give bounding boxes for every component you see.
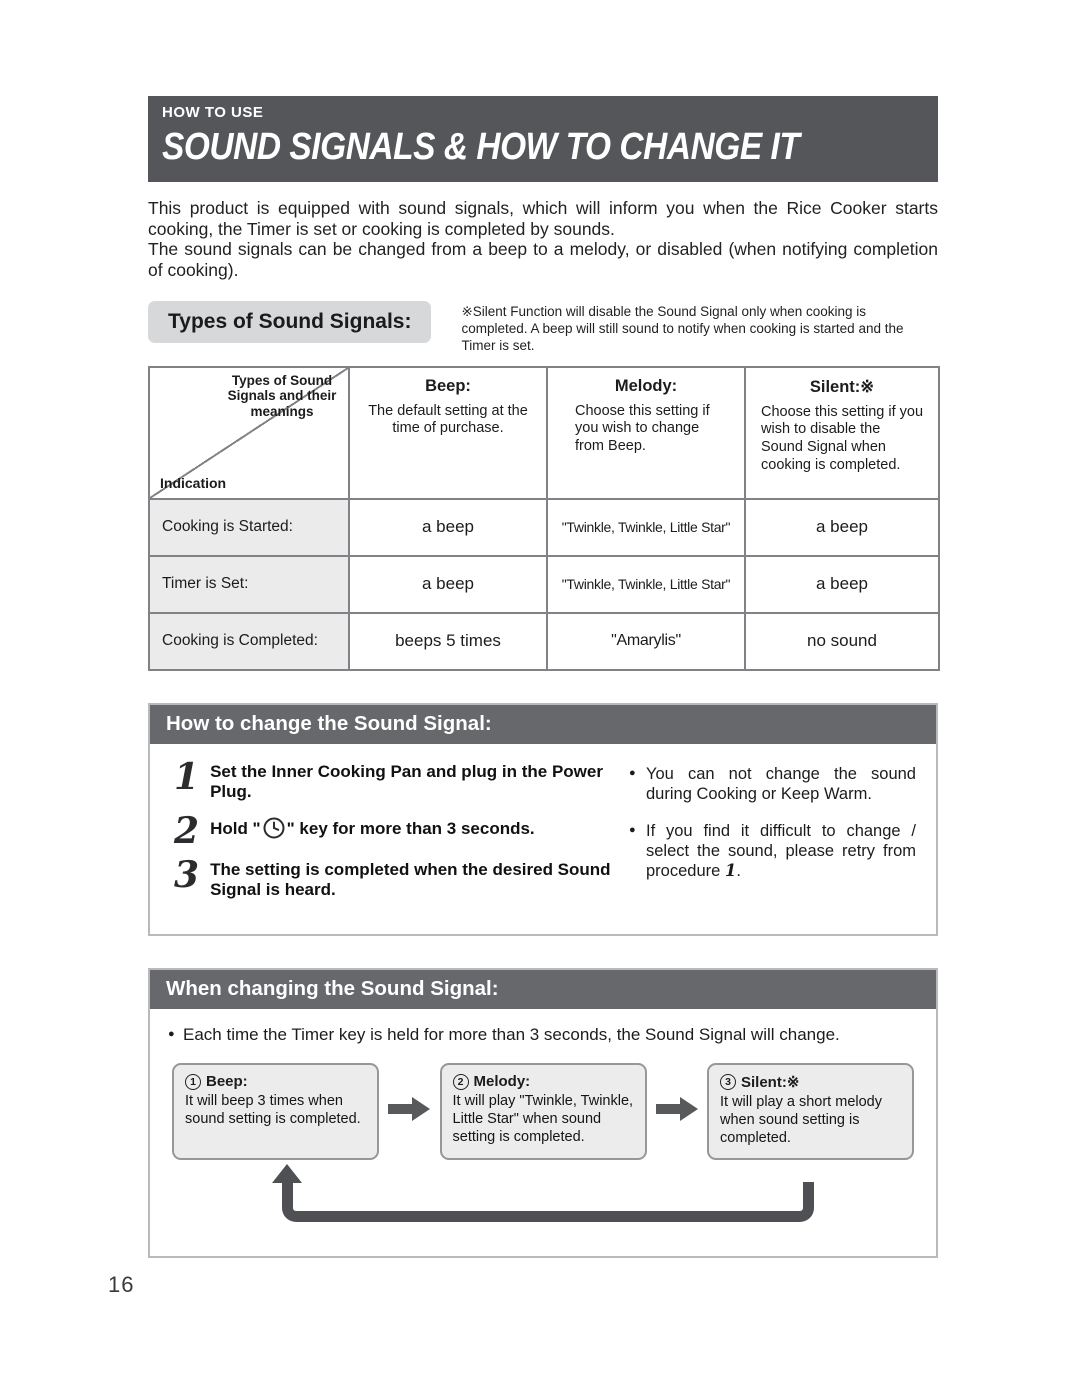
types-section-heading: Types of Sound Signals:	[148, 301, 431, 343]
step-text: Set the Inner Cooking Pan and plug in the Power Plug.	[210, 761, 603, 802]
row-label: Cooking is Completed:	[149, 613, 349, 670]
step-number: 2	[174, 810, 200, 853]
card-title	[453, 1073, 634, 1090]
table-cell: "Twinkle, Twinkle, Little Star"	[547, 556, 745, 613]
note-item: ● You can not change the sound during Cooking or Keep Warm.	[629, 764, 916, 804]
steps-list	[174, 755, 629, 915]
row-label: Cooking is Started:	[149, 499, 349, 556]
table-corner-cell	[149, 367, 349, 499]
step-3	[174, 853, 629, 901]
note-text-post: .	[736, 862, 741, 881]
table-row	[149, 499, 939, 556]
table-cell: a beep	[745, 499, 939, 556]
table-header-row	[149, 367, 939, 499]
note-item	[629, 821, 916, 881]
column-desc: Choose this setting if you wish to change from Beep.	[575, 402, 710, 454]
step-number: 3	[174, 853, 200, 896]
signal-cards-row	[172, 1063, 914, 1159]
table-cell: no sound	[745, 613, 939, 670]
step-text-post: " key for more than 3 seconds.	[286, 819, 535, 839]
card-title-text: Silent:※	[741, 1074, 800, 1092]
circled-number: 3	[720, 1074, 736, 1090]
sound-signals-table	[148, 366, 940, 671]
card-title-text: Beep:	[206, 1073, 248, 1091]
step-text-pre: Hold "	[210, 819, 261, 839]
table-cell: "Twinkle, Twinkle, Little Star"	[547, 499, 745, 556]
silent-function-note: ※Silent Function will disable the Sound Signal only when cooking is completed. A beep will still sound to notify when cooking is started and the Timer is set.	[461, 303, 904, 353]
right-arrow-icon	[656, 1096, 698, 1127]
procedure-number: 1	[724, 861, 737, 881]
table-cell: a beep	[349, 556, 547, 613]
page-number: 16	[108, 1272, 135, 1297]
page-content	[148, 96, 938, 1258]
step-text: The setting is completed when the desired Sound Signal is heard.	[210, 859, 611, 900]
right-arrow-icon	[388, 1096, 430, 1127]
intro-text	[148, 198, 938, 281]
loop-arrowhead-icon	[272, 1164, 302, 1183]
step-number: 1	[174, 755, 200, 798]
how-to-change-body	[150, 744, 936, 935]
circled-number: 2	[453, 1074, 469, 1090]
column-title: Silent:※	[809, 377, 875, 396]
timer-key-icon	[262, 816, 286, 846]
card-text: It will beep 3 times when sound setting is completed.	[185, 1093, 361, 1128]
when-changing-body	[150, 1009, 936, 1255]
when-changing-section	[148, 968, 938, 1257]
circled-number: 1	[185, 1074, 201, 1090]
row-label: Timer is Set:	[149, 556, 349, 613]
step-text	[210, 816, 535, 846]
card-text: It will play "Twinkle, Twinkle, Little Star" when sound setting is completed.	[452, 1093, 634, 1145]
column-header-silent	[745, 367, 939, 499]
column-header-melody	[547, 367, 745, 499]
card-title	[720, 1073, 901, 1091]
notes-list	[629, 762, 922, 915]
column-header-beep	[349, 367, 547, 499]
column-desc: Choose this setting if you wish to disable the Sound Signal when cooking is completed.	[761, 403, 924, 473]
card-title-text: Melody:	[473, 1073, 531, 1091]
step-1	[174, 755, 629, 803]
types-heading-row	[148, 301, 938, 354]
when-changing-heading: When changing the Sound Signal:	[150, 970, 936, 1009]
title-block	[148, 96, 938, 182]
card-melody	[440, 1063, 647, 1159]
loop-arrow-line	[282, 1182, 814, 1222]
card-silent	[707, 1063, 914, 1159]
card-beep	[172, 1063, 379, 1159]
column-desc: The default setting at the time of purchase.	[368, 402, 528, 437]
table-cell: a beep	[745, 556, 939, 613]
loop-back-arrow	[164, 1170, 922, 1232]
intro-paragraph-2: The sound signals can be changed from a beep to a melody, or disabled (when notifying completion of cooking).	[148, 239, 938, 280]
table-cell: beeps 5 times	[349, 613, 547, 670]
table-row	[149, 613, 939, 670]
column-title: Melody:	[614, 376, 678, 395]
note-text-pre: If you find it difficult to change / select the sound, please retry from procedure	[646, 821, 916, 881]
corner-label-top: Types of Sound Signals and their meanings	[227, 372, 337, 419]
table-cell: "Amarylis"	[547, 613, 745, 670]
card-title	[185, 1073, 366, 1090]
how-to-change-heading: How to change the Sound Signal:	[150, 705, 936, 744]
how-to-change-section	[148, 703, 938, 937]
table-cell: a beep	[349, 499, 547, 556]
table-row	[149, 556, 939, 613]
corner-label-bottom: Indication	[160, 474, 227, 491]
column-title: Beep:	[425, 376, 471, 395]
card-text: It will play a short melody when sound setting is completed.	[720, 1094, 882, 1146]
when-changing-bullet: ● Each time the Timer key is held for more than 3 seconds, the Sound Signal will change.	[168, 1025, 918, 1045]
section-kicker: HOW TO USE	[162, 104, 264, 121]
step-2	[174, 810, 629, 853]
intro-paragraph-1: This product is equipped with sound signals, which will inform you when the Rice Cooker starts cooking, the Timer is set or cooking is completed by sounds.	[148, 198, 938, 239]
page-title: SOUND SIGNALS & HOW TO CHANGE IT	[162, 126, 800, 168]
